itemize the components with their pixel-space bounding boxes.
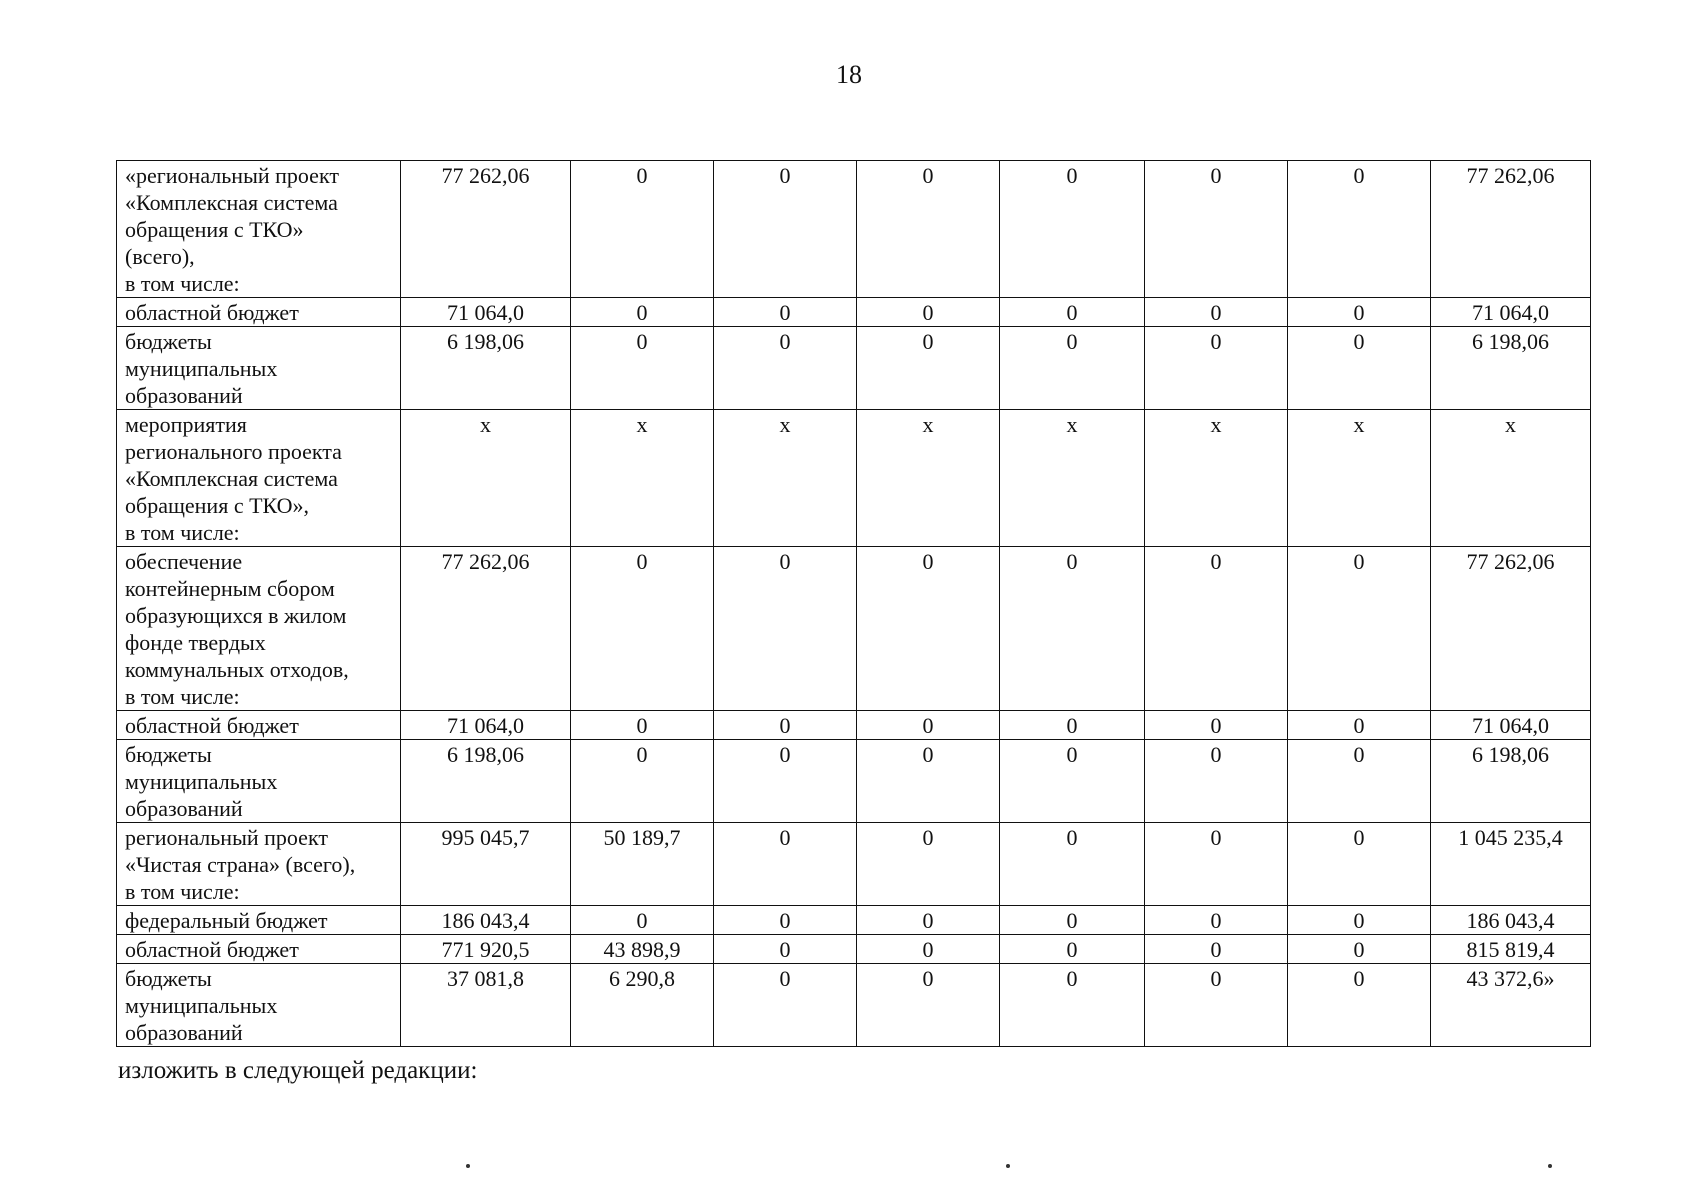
scan-dot (1006, 1164, 1010, 1168)
table-row (117, 823, 1591, 906)
table-row (117, 935, 1591, 964)
row-label-line: образований (125, 796, 243, 821)
scan-dot (466, 1164, 470, 1168)
value-cell: 1 045 235,4 (1431, 823, 1591, 906)
value-cell: 0 (1288, 161, 1431, 298)
table-row (117, 547, 1591, 711)
value-cell: 0 (714, 327, 857, 410)
row-label-line: образующихся в жилом (125, 603, 347, 628)
value-cell: х (1000, 410, 1145, 547)
row-label-line: в том числе: (125, 520, 240, 545)
value-cell: 0 (857, 906, 1000, 935)
value-cell: 0 (571, 740, 714, 823)
value-cell: х (714, 410, 857, 547)
table-row (117, 161, 1591, 298)
row-label-line: (всего), (125, 244, 195, 269)
row-label-line: коммунальных отходов, (125, 657, 349, 682)
row-label-cell (117, 327, 401, 410)
footer-instruction-text: изложить в следующей редакции: (118, 1057, 478, 1084)
value-cell: 0 (1288, 711, 1431, 740)
value-cell: 0 (1145, 964, 1288, 1047)
value-cell: 0 (571, 327, 714, 410)
row-label-line: областной бюджет (125, 713, 299, 738)
value-cell: 0 (1288, 547, 1431, 711)
value-cell: 0 (714, 711, 857, 740)
value-cell: 77 262,06 (401, 161, 571, 298)
value-cell: 0 (1288, 906, 1431, 935)
value-cell: х (401, 410, 571, 547)
row-label-line: бюджеты (125, 742, 212, 767)
value-cell: 0 (1145, 298, 1288, 327)
scan-dot (1548, 1164, 1552, 1168)
value-cell: 43 898,9 (571, 935, 714, 964)
value-cell: 0 (1288, 327, 1431, 410)
value-cell: 0 (857, 964, 1000, 1047)
budget-table-body (117, 161, 1591, 1047)
value-cell: 0 (1145, 823, 1288, 906)
row-label-line: обращения с ТКО», (125, 493, 310, 518)
row-label-line: «Комплексная система (125, 466, 338, 491)
row-label-line: «Чистая страна» (всего), (125, 852, 356, 877)
row-label-line: муниципальных (125, 993, 278, 1018)
row-label-line: бюджеты (125, 966, 212, 991)
value-cell: 0 (857, 327, 1000, 410)
row-label-line: регионального проекта (125, 439, 342, 464)
table-row (117, 298, 1591, 327)
row-label-line: обеспечение (125, 549, 243, 574)
value-cell: 0 (1145, 547, 1288, 711)
row-label-cell (117, 298, 401, 327)
row-label-line: обращения с ТКО» (125, 217, 304, 242)
value-cell: 0 (1000, 964, 1145, 1047)
value-cell: 0 (714, 298, 857, 327)
value-cell: 0 (1288, 964, 1431, 1047)
row-label-line: областной бюджет (125, 937, 299, 962)
row-label-line: федеральный бюджет (125, 908, 328, 933)
value-cell: 71 064,0 (1431, 711, 1591, 740)
value-cell: 0 (1000, 823, 1145, 906)
row-label-line: муниципальных (125, 356, 278, 381)
value-cell: 0 (1145, 327, 1288, 410)
value-cell: 0 (714, 740, 857, 823)
row-label-cell (117, 935, 401, 964)
value-cell: 0 (1000, 711, 1145, 740)
value-cell: 0 (714, 964, 857, 1047)
value-cell: 0 (571, 161, 714, 298)
value-cell: 0 (714, 906, 857, 935)
row-label-line: муниципальных (125, 769, 278, 794)
value-cell: 0 (1000, 298, 1145, 327)
value-cell: 0 (1145, 935, 1288, 964)
row-label-cell (117, 711, 401, 740)
value-cell: 0 (1000, 161, 1145, 298)
value-cell: 0 (1288, 823, 1431, 906)
value-cell: 0 (1000, 547, 1145, 711)
value-cell: 186 043,4 (1431, 906, 1591, 935)
budget-table-container (116, 160, 1591, 1047)
value-cell: 0 (857, 823, 1000, 906)
row-label-line: в том числе: (125, 879, 240, 904)
row-label-line: контейнерным сбором (125, 576, 335, 601)
value-cell: 0 (714, 547, 857, 711)
value-cell: 37 081,8 (401, 964, 571, 1047)
value-cell: 0 (1145, 161, 1288, 298)
row-label-cell (117, 547, 401, 711)
row-label-line: областной бюджет (125, 300, 299, 325)
value-cell: 0 (571, 298, 714, 327)
row-label-cell (117, 740, 401, 823)
value-cell: 995 045,7 (401, 823, 571, 906)
table-row (117, 964, 1591, 1047)
value-cell: 0 (714, 823, 857, 906)
value-cell: 0 (1000, 935, 1145, 964)
value-cell: 186 043,4 (401, 906, 571, 935)
value-cell: 0 (1145, 740, 1288, 823)
value-cell: 43 372,6» (1431, 964, 1591, 1047)
row-label-cell (117, 964, 401, 1047)
value-cell: 6 198,06 (1431, 740, 1591, 823)
value-cell: 77 262,06 (401, 547, 571, 711)
value-cell: х (1431, 410, 1591, 547)
row-label-cell (117, 906, 401, 935)
value-cell: 0 (1000, 906, 1145, 935)
value-cell: х (571, 410, 714, 547)
table-row (117, 906, 1591, 935)
value-cell: 0 (1000, 327, 1145, 410)
row-label-line: образований (125, 1020, 243, 1045)
row-label-line: в том числе: (125, 684, 240, 709)
value-cell: 0 (857, 298, 1000, 327)
value-cell: 0 (1145, 906, 1288, 935)
value-cell: 6 198,06 (401, 740, 571, 823)
table-row (117, 410, 1591, 547)
value-cell: 6 290,8 (571, 964, 714, 1047)
value-cell: 0 (1288, 298, 1431, 327)
value-cell: 77 262,06 (1431, 161, 1591, 298)
value-cell: 0 (857, 935, 1000, 964)
value-cell: 71 064,0 (1431, 298, 1591, 327)
value-cell: 71 064,0 (401, 298, 571, 327)
value-cell: 0 (571, 906, 714, 935)
budget-table (116, 160, 1591, 1047)
table-row (117, 740, 1591, 823)
row-label-line: фонде твердых (125, 630, 266, 655)
row-label-line: региональный проект (125, 825, 328, 850)
value-cell: 0 (1288, 935, 1431, 964)
value-cell: 815 819,4 (1431, 935, 1591, 964)
value-cell: 0 (571, 711, 714, 740)
value-cell: 771 920,5 (401, 935, 571, 964)
row-label-line: «региональный проект (125, 163, 339, 188)
value-cell: 0 (714, 935, 857, 964)
value-cell: 77 262,06 (1431, 547, 1591, 711)
page-number: 18 (836, 60, 862, 89)
value-cell: 0 (571, 547, 714, 711)
value-cell: 0 (1288, 740, 1431, 823)
table-row (117, 711, 1591, 740)
row-label-line: бюджеты (125, 329, 212, 354)
value-cell: 0 (1000, 740, 1145, 823)
row-label-line: «Комплексная система (125, 190, 338, 215)
value-cell: 0 (857, 547, 1000, 711)
value-cell: 6 198,06 (401, 327, 571, 410)
value-cell: 6 198,06 (1431, 327, 1591, 410)
row-label-line: в том числе: (125, 271, 240, 296)
value-cell: 71 064,0 (401, 711, 571, 740)
row-label-line: образований (125, 383, 243, 408)
value-cell: 0 (857, 740, 1000, 823)
value-cell: 0 (1145, 711, 1288, 740)
value-cell: х (1145, 410, 1288, 547)
value-cell: 0 (857, 161, 1000, 298)
value-cell: х (1288, 410, 1431, 547)
row-label-cell (117, 823, 401, 906)
table-row (117, 327, 1591, 410)
value-cell: 50 189,7 (571, 823, 714, 906)
value-cell: х (857, 410, 1000, 547)
row-label-cell (117, 410, 401, 547)
row-label-cell (117, 161, 401, 298)
row-label-line: мероприятия (125, 412, 247, 437)
value-cell: 0 (857, 711, 1000, 740)
value-cell: 0 (714, 161, 857, 298)
